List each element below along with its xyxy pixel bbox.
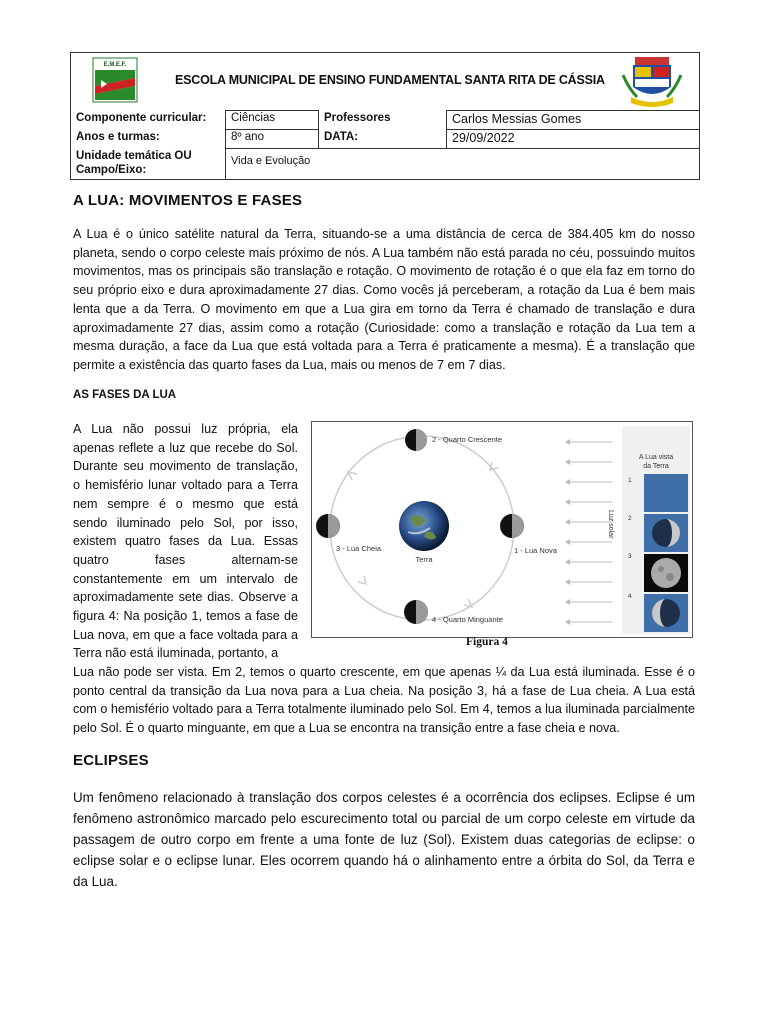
moon-view-crescent <box>644 514 688 552</box>
sunlight-arrows <box>570 442 612 622</box>
label-view-title-1: A Lua vista <box>638 454 674 461</box>
sunlight-arrowheads <box>565 439 570 625</box>
label-anos: Anos e turmas: <box>71 129 226 148</box>
label-view-2: 2 <box>628 515 632 522</box>
school-logo-left <box>91 56 139 104</box>
value-professores: Carlos Messias Gomes <box>452 112 582 126</box>
label-data: DATA: <box>319 129 447 148</box>
moon-position-2 <box>405 429 427 451</box>
header-table <box>70 52 700 180</box>
paragraph-fases-full: Lua não pode ser vista. Em 2, temos o quarto crescente, em que apenas ¼ da Lua está iluminada. Esse é o ponto central da transição da Lua nova para a Lua cheia. Na posição 3, há a fase de Lua cheia. A Lua está com o hemisfério voltado para a Terra totalmente iluminado pelo Sol. Em 4, temos a lua iluminada parcialmente pelo Sol. É o quarto minguante, em que a Lua se encontra na transição entre a fase cheia e nova. <box>73 665 695 736</box>
section-title-eclipses: ECLIPSES <box>73 752 149 769</box>
moon-view-waning <box>644 594 688 632</box>
label-luz-solar: Luz solar <box>607 510 614 539</box>
header-row-curricular <box>71 110 699 130</box>
value-data: 29/09/2022 <box>452 131 515 145</box>
figure-caption: Figura 4 <box>466 636 508 648</box>
label-lua-cheia: 3 - Lua Cheia <box>336 544 382 553</box>
label-terra: Terra <box>415 555 433 564</box>
label-componente: Componente curricular: <box>71 110 226 129</box>
moon-phases-figure <box>311 421 693 638</box>
orbit-arrow <box>464 599 472 607</box>
moon-position-4 <box>404 600 428 624</box>
moon-phases-diagram <box>312 422 692 637</box>
school-name: ESCOLA MUNICIPAL DE ENSINO FUNDAMENTAL SANTA RITA DE CÁSSIA <box>175 73 605 87</box>
section-title-fases: AS FASES DA LUA <box>73 389 177 401</box>
paragraph-eclipses: Um fenômeno relacionado à translação dos corpos celestes é a ocorrência dos eclipses. Eclipse é um fenômeno astronômico marcado pelo escurecimento total ou parcial de um corpo celeste em virtude da passagem de outro corpo em frente a uma fonte de luz (Sol). Existem duas categorias de eclipse: o eclipse solar e o eclipse lunar. Eles ocorrem quando há o alinhamento entre a órbita do Sol, da Terra e da Lua. <box>73 790 695 889</box>
label-view-title-2: da Terra <box>643 463 669 470</box>
header-title-row <box>71 53 699 111</box>
label-view-1: 1 <box>628 477 632 484</box>
paragraph-fases-side: A Lua não possui luz própria, ela apenas reflete a luz que recebe do Sol. Durante seu movimento de translação, o hemisfério lunar voltado para a Terra nem sempre é o mesmo que está sendo iluminado pelo Sol, por isso, existem quatro fases da Lua. Essas quatro fases alternam-se constantemente em um intervalo de aproximadamente sete dias. Observe a figura 4: Na posição 1, temos a fase de Lua nova, em que a face voltada para a Terra não está iluminada, portanto, a <box>73 422 298 661</box>
label-quarto-minguante: 4 - Quarto Minguante <box>432 615 503 624</box>
label-professores: Professores <box>319 110 447 129</box>
paragraph-lua-movimentos: A Lua é o único satélite natural da Terra, situando-se a uma distância de cerca de 384.405 km do nosso planeta, sendo o corpo celeste mais próximo de nós. A Lua também não está parada no céu, possuindo muitos movimentos, mas os principais são translação e rotação. O movimento de rotação é o que ela faz em torno do seu próprio eixo e dura aproximadamente 27 dias. Como vocês já perceberam, a rotação da Lua é bem mais lenta que a da Terra. O movimento em que a Lua gira em torno da Terra é chamado de translação e dura aproximadamente 27 dias, assim como a rotação (Curiosidade: como a translação e rotação da Lua tem a mesma duração, a face da Lua que está voltada para a Terra é praticamente a mesma). É a translação que permite a existência das quarto fases da Lua, mais ou menos de 7 em 7 dias. <box>73 227 695 372</box>
earth-image <box>399 501 449 551</box>
label-lua-nova: 1 - Lua Nova <box>514 546 557 555</box>
section-title-lua: A LUA: MOVIMENTOS E FASES <box>73 192 303 209</box>
orbit-arrow <box>348 472 357 480</box>
orbit-arrow <box>490 462 498 470</box>
label-view-3: 3 <box>628 553 632 560</box>
value-unidade: Vida e Evolução <box>231 155 311 167</box>
header-row-unidade <box>71 148 699 179</box>
svg-text:E.M.E.F.: E.M.E.F. <box>103 62 127 68</box>
label-quarto-crescente: 2 - Quarto Crescente <box>432 435 503 444</box>
header-row-anos <box>71 129 699 149</box>
moon-position-3 <box>316 514 340 538</box>
coat-of-arms-logo <box>621 55 683 107</box>
value-componente: Ciências <box>226 110 319 129</box>
orbit-arrow <box>358 576 366 584</box>
moon-view-new <box>644 474 688 512</box>
moon-position-1 <box>500 514 524 538</box>
value-anos: 8º ano <box>226 129 319 148</box>
moon-view-full <box>644 554 688 592</box>
label-view-4: 4 <box>628 593 632 600</box>
label-unidade: Unidade temática OU Campo/Eixo: <box>71 148 226 179</box>
